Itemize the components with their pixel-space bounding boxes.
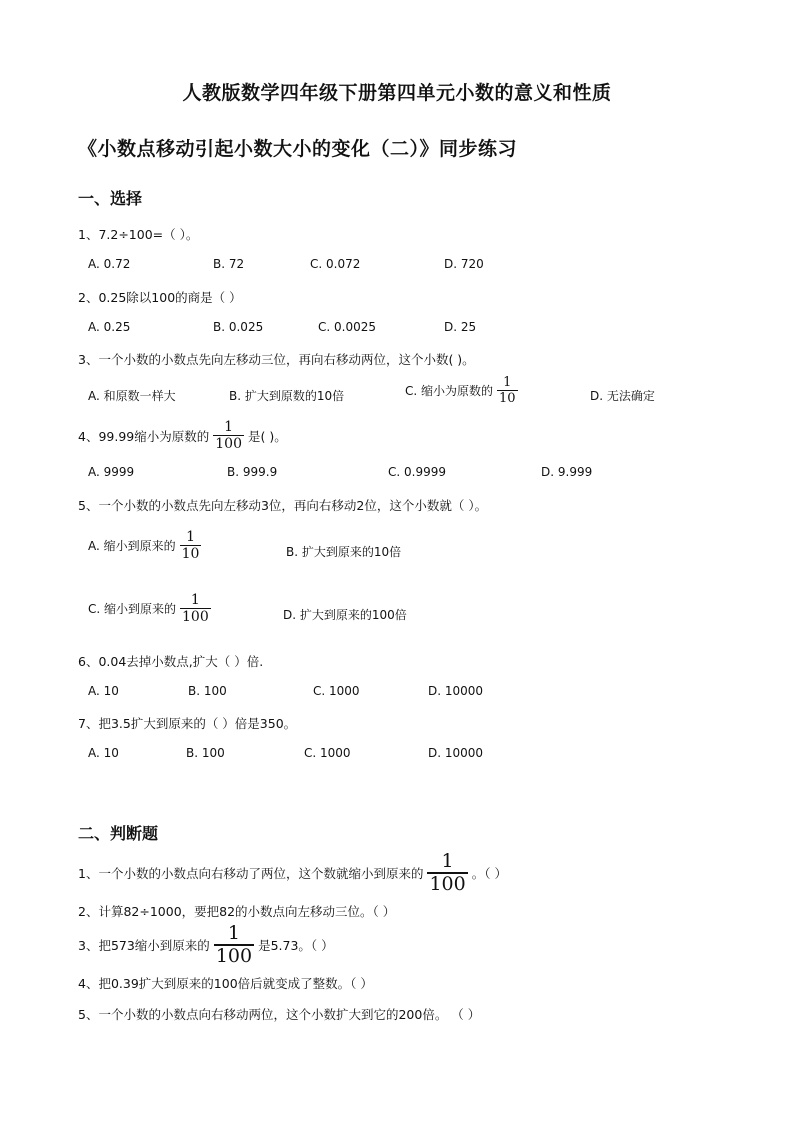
- question-3-option-c: [405, 376, 522, 405]
- question-2-option-d: D. 25: [444, 320, 477, 334]
- question-7-option-b: B. 100: [186, 746, 225, 760]
- question-7-option-d: D. 10000: [428, 746, 484, 760]
- fraction-denominator: 100: [215, 436, 242, 452]
- fraction-numerator: 1: [441, 850, 454, 872]
- fraction-one-hundredth: [180, 593, 211, 624]
- question-2-stem: 2、0.25除以100的商是（ ）: [78, 290, 242, 305]
- section-heading-choice: 一、选择: [78, 189, 143, 208]
- fraction-one-tenth: [497, 376, 518, 405]
- question-1-stem: 1、7.2÷100=（ ）。: [78, 227, 199, 242]
- question-3-stem: 3、一个小数的小数点先向左移动三位，再向右移动两位，这个小数( )。: [78, 352, 475, 367]
- fraction-numerator: 1: [190, 592, 200, 608]
- judge-item-1: [78, 852, 507, 894]
- question-4-stem-post: 是( )。: [247, 428, 287, 444]
- question-6-option-b: B. 100: [188, 684, 227, 698]
- question-5-option-d: D. 扩大到原来的100倍: [283, 608, 407, 622]
- fraction-one-hundredth: [427, 852, 467, 894]
- question-1-option-a: A. 0.72: [88, 257, 131, 271]
- question-4-option-b: B. 999.9: [227, 465, 278, 479]
- question-5-option-c: [88, 593, 215, 624]
- fraction-one-hundredth: [213, 420, 244, 451]
- judge-item-2: 2、计算82÷1000，要把82的小数点向左移动三位。（ ）: [78, 904, 396, 919]
- question-4-option-a: A. 9999: [88, 465, 135, 479]
- judge-item-3-pre: 3、把573缩小到原来的: [78, 937, 210, 953]
- question-6-option-a: A. 10: [88, 684, 119, 698]
- question-7-option-c: C. 1000: [304, 746, 351, 760]
- question-7-option-a: A. 10: [88, 746, 119, 760]
- fraction-denominator: 100: [182, 609, 209, 625]
- question-6-stem: 6、0.04去掉小数点,扩大（ ）倍.: [78, 654, 264, 669]
- fraction-denominator: 100: [429, 872, 466, 895]
- question-3-option-b: B. 扩大到原数的10倍: [229, 389, 345, 403]
- fraction-one-hundredth: [214, 924, 254, 966]
- question-6-option-c: C. 1000: [313, 684, 360, 698]
- judge-item-4: 4、把0.39扩大到原来的100倍后就变成了整数。（ ）: [78, 976, 373, 991]
- question-2-option-b: B. 0.025: [213, 320, 264, 334]
- question-3-option-c-label: C. 缩小为原数的: [405, 384, 494, 398]
- question-5-stem: 5、一个小数的小数点先向左移动3位，再向右移动2位，这个小数就（ ）。: [78, 498, 488, 513]
- judge-item-5: 5、一个小数的小数点向右移动两位，这个小数扩大到它的200倍。 （ ）: [78, 1007, 481, 1022]
- question-3-option-a: A. 和原数一样大: [88, 389, 176, 403]
- question-5-option-a: [88, 530, 205, 561]
- question-5-option-c-label: C. 缩小到原来的: [88, 602, 177, 616]
- fraction-denominator: 10: [499, 391, 516, 406]
- judge-item-3: [78, 924, 334, 966]
- question-4-option-c: C. 0.9999: [388, 465, 446, 479]
- fraction-numerator: 1: [227, 922, 240, 944]
- section-heading-true-false: 二、判断题: [78, 824, 159, 843]
- question-3-option-d: D. 无法确定: [590, 389, 655, 403]
- question-2-option-a: A. 0.25: [88, 320, 131, 334]
- question-4-stem-pre: 4、99.99缩小为原数的: [78, 428, 210, 444]
- page-title: 人教版数学四年级下册第四单元小数的意义和性质: [182, 82, 612, 104]
- fraction-numerator: 1: [186, 529, 196, 545]
- question-5-option-a-label: A. 缩小到原来的: [88, 539, 176, 553]
- judge-item-1-pre: 1、一个小数的小数点向右移动了两位，这个数就缩小到原来的: [78, 865, 424, 881]
- judge-item-1-post: 。（ ）: [471, 865, 507, 881]
- judge-item-3-post: 是5.73。（ ）: [258, 937, 334, 953]
- fraction-denominator: 10: [181, 546, 200, 562]
- fraction-numerator: 1: [224, 419, 234, 435]
- question-1-option-c: C. 0.072: [310, 257, 361, 271]
- fraction-denominator: 100: [215, 944, 253, 967]
- question-6-option-d: D. 10000: [428, 684, 484, 698]
- question-1-option-b: B. 72: [213, 257, 245, 271]
- question-1-option-d: D. 720: [444, 257, 484, 271]
- question-5-option-b: B. 扩大到原来的10倍: [286, 545, 402, 559]
- question-4-stem: [78, 420, 287, 451]
- question-7-stem: 7、把3.5扩大到原来的（ ）倍是350。: [78, 716, 297, 731]
- question-4-option-d: D. 9.999: [541, 465, 593, 479]
- question-2-option-c: C. 0.0025: [318, 320, 376, 334]
- page-subtitle: 《小数点移动引起小数大小的变化（二）》同步练习: [78, 138, 518, 160]
- fraction-one-tenth: [180, 530, 202, 561]
- fraction-numerator: 1: [503, 375, 512, 390]
